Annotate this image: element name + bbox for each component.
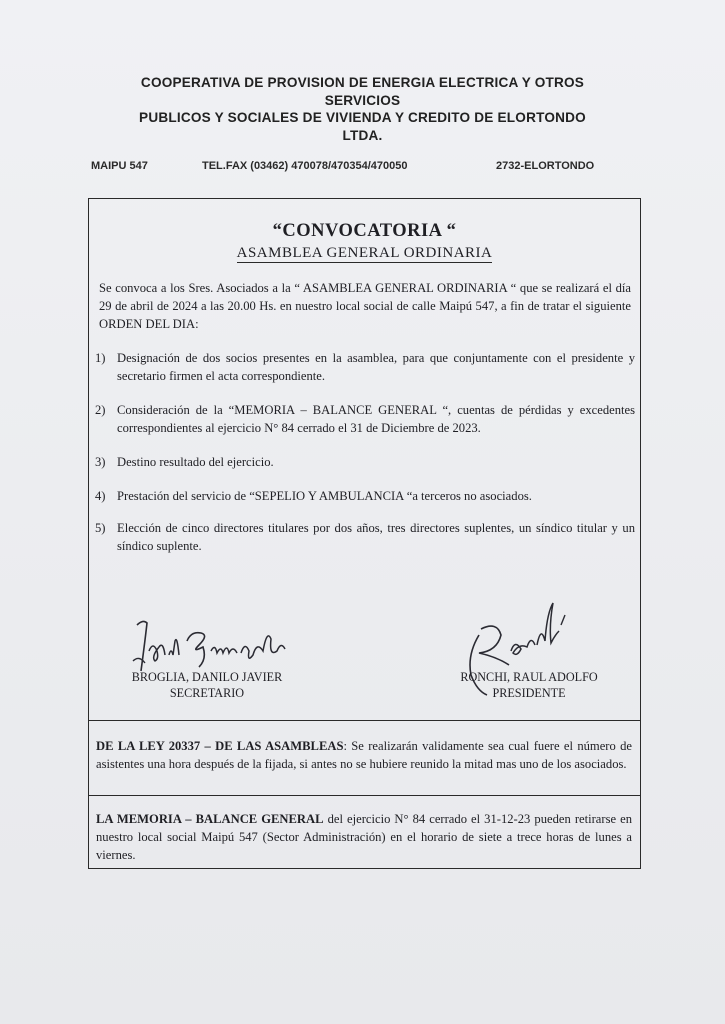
law-notice-body: : Se realizarán validamente sea cual fuere el número de asistentes una hora después de la fijada, si antes no se hubiere reunido la mitad mas uno de los asociados. (96, 739, 632, 771)
president-signature-block (434, 669, 624, 701)
secretary-name: BROGLIA, DANILO JAVIER (131, 670, 283, 684)
header-line-1: COOPERATIVA DE PROVISION DE ENERGIA ELECTRICA Y OTROS (140, 75, 585, 90)
agenda-item-number: 3) (95, 455, 106, 469)
header-line-4: LTDA. (342, 127, 383, 143)
notice-subtitle-text: ASAMBLEA GENERAL ORDINARIA (236, 245, 493, 261)
phone-text: TEL.FAX (03462) 470078/470354/470050 (202, 160, 408, 172)
address-text: MAIPU 547 (91, 160, 148, 172)
agenda-item (95, 519, 635, 555)
header-line-3: PUBLICOS Y SOCIALES DE VIVIENDA Y CREDITO DE ELORTONDO (139, 110, 586, 125)
agenda-item-number: 2) (95, 403, 106, 417)
agenda-item-text: Consideración de la “MEMORIA – BALANCE GENERAL “, cuentas de pérdidas y excedentes correspondientes al ejercicio N° 84 cerrado el 31 de Diciembre de 2023. (117, 403, 635, 435)
agenda-item-text: Destino resultado del ejercicio. (117, 455, 274, 469)
memoria-notice-heading: LA MEMORIA – BALANCE GENERAL (96, 812, 324, 826)
agenda-item-number: 5) (95, 521, 106, 535)
law-notice-box (88, 720, 641, 796)
agenda-item-text: Elección de cinco directores titulares por dos años, tres directores suplentes, un síndico titular y un síndico suplente. (117, 521, 635, 553)
law-notice-text (96, 737, 632, 773)
agenda-item (95, 487, 635, 505)
header-line-2: SERVICIOS (324, 92, 401, 108)
intro-paragraph: Se convoca a los Sres. Asociados a la “ ASAMBLEA GENERAL ORDINARIA “ que se realizará el día 29 de abril de 2024 a las 20.00 Hs. en nuestro local social de calle Maipú 547, a fin de tratar el siguiente ORDEN DEL DIA: (99, 281, 631, 331)
convocatoria-box (88, 198, 641, 721)
president-name: RONCHI, RAUL ADOLFO (460, 670, 598, 684)
cooperative-header (0, 74, 725, 144)
law-notice-heading: DE LA LEY 20337 – DE LAS ASAMBLEAS (96, 739, 344, 753)
agenda-item-number: 4) (95, 489, 106, 503)
agenda-item (95, 401, 635, 437)
agenda-item-number: 1) (95, 351, 106, 365)
agenda-item (95, 349, 635, 385)
agenda-item-text: Prestación del servicio de “SEPELIO Y AMBULANCIA “a terceros no asociados. (117, 489, 532, 503)
memoria-notice-box (88, 795, 641, 869)
memoria-notice-body: del ejercicio N° 84 cerrado el 31-12-23 pueden retirarse en nuestro local social Maipú 547 (Sector Administración) en el horario de siete a trece horas de lunes a viernes. (96, 812, 633, 862)
memoria-notice-text (96, 810, 632, 864)
secretary-signature-block (107, 669, 307, 701)
agenda-item (95, 453, 635, 471)
postal-text: 2732-ELORTONDO (496, 160, 595, 172)
notice-subtitle (89, 245, 640, 262)
notice-title: “CONVOCATORIA “ (272, 221, 457, 241)
secretary-role: SECRETARIO (169, 686, 245, 700)
president-role: PRESIDENTE (492, 686, 566, 700)
agenda-item-text: Designación de dos socios presentes en la asamblea, para que conjuntamente con el presidente y secretario firmen el acta correspondiente. (117, 351, 635, 383)
